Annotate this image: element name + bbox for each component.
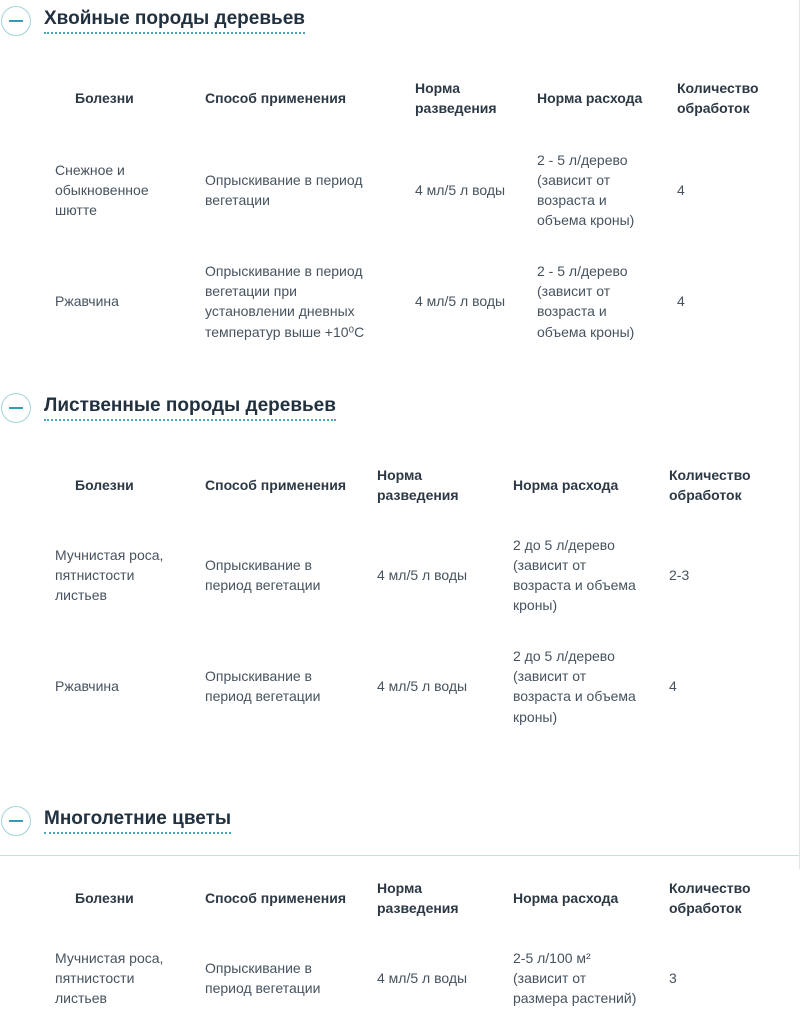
cell-method: Опрыскивание в период вегетации [205, 556, 321, 594]
section-title[interactable]: Лиственные породы деревьев [44, 395, 336, 422]
minus-dash [9, 20, 23, 22]
cell-method: Опрыскивание в период вегетации [205, 959, 321, 996]
cell-method: Опрыскивание в период вегетации при установлении дневных температур выше +10⁰С [205, 262, 365, 340]
cell-treatments: 4 [677, 182, 685, 199]
col-header-dilution: Норма разведения [377, 466, 459, 504]
col-header-treatments: Количество обработок [677, 80, 759, 117]
minus-dash [9, 407, 23, 409]
minus-dash [9, 820, 23, 822]
treatment-table-deciduous [40, 451, 766, 742]
treatment-table-coniferous [40, 62, 774, 357]
table-header-row [40, 62, 774, 135]
cell-treatments: 4 [669, 678, 677, 695]
cell-consumption: 2 - 5 л/дерево (зависит от возраста и объема кроны) [537, 151, 635, 229]
col-header-consumption: Норма расхода [537, 90, 643, 107]
cell-disease: Ржавчина [55, 293, 119, 310]
table-row [40, 631, 766, 742]
section-title[interactable]: Многолетние цветы [44, 808, 231, 835]
cell-dilution: 4 мл/5 л воды [415, 293, 506, 310]
cell-method: Опрыскивание в период вегетации [205, 171, 363, 209]
treatment-table-perennials [40, 864, 766, 1023]
section-title[interactable]: Хвойные породы деревьев [44, 8, 305, 35]
cell-dilution: 4 мл/5 л воды [377, 969, 468, 986]
col-header-method: Способ применения [205, 477, 347, 494]
accordion-header-perennials[interactable] [1, 806, 799, 836]
cell-dilution: 4 мл/5 л воды [377, 678, 468, 695]
collapse-minus-icon[interactable] [1, 6, 31, 36]
cell-treatments: 2-3 [669, 567, 690, 583]
col-header-diseases: Болезни [75, 90, 134, 107]
table-row [40, 520, 766, 631]
section-perennial-flowers [0, 772, 799, 1023]
section-coniferous-trees [0, 0, 799, 357]
col-header-dilution: Норма разведения [415, 80, 497, 117]
table-row [40, 135, 774, 246]
page-bottom-divider [0, 855, 799, 856]
collapse-minus-icon[interactable] [1, 806, 31, 836]
col-header-consumption: Норма расхода [513, 890, 619, 907]
table-row [40, 933, 766, 1023]
cell-disease: Мучнистая роса, пятнистости листьев [55, 949, 164, 1007]
col-header-treatments: Количество обработок [669, 879, 751, 917]
cell-disease: Ржавчина [55, 678, 119, 695]
cell-consumption: 2 - 5 л/дерево (зависит от возраста и объема кроны) [537, 262, 635, 340]
accordion-header-coniferous[interactable] [1, 6, 799, 36]
col-header-method: Способ применения [205, 90, 347, 107]
table-header-row [40, 864, 766, 933]
collapse-minus-icon[interactable] [1, 393, 31, 423]
cell-dilution: 4 мл/5 л воды [377, 567, 468, 583]
section-deciduous-trees [0, 379, 799, 742]
cell-method: Опрыскивание в период вегетации [205, 668, 321, 705]
col-header-method: Способ применения [205, 890, 347, 907]
cell-disease: Мучнистая роса, пятнистости листьев [55, 546, 164, 604]
cell-consumption: 2 до 5 л/дерево (зависит от возраста и объема кроны) [513, 647, 636, 725]
cell-treatments: 4 [677, 293, 685, 310]
col-header-diseases: Болезни [75, 477, 134, 494]
table-row [40, 246, 774, 357]
cell-treatments: 3 [669, 969, 677, 986]
col-header-treatments: Количество обработок [669, 466, 751, 504]
cell-consumption: 2 до 5 л/дерево (зависит от возраста и объема кроны) [513, 536, 636, 614]
cell-consumption: 2-5 л/100 м² (зависит от размера растений) [513, 949, 637, 1007]
accordion-header-deciduous[interactable] [1, 393, 799, 423]
table-header-row [40, 451, 766, 520]
col-header-consumption: Норма расхода [513, 477, 619, 494]
cell-disease: Снежное и обыкновенное шютте [55, 161, 149, 219]
col-header-dilution: Норма разведения [377, 879, 459, 917]
col-header-diseases: Болезни [75, 890, 134, 907]
cell-dilution: 4 мл/5 л воды [415, 182, 506, 199]
